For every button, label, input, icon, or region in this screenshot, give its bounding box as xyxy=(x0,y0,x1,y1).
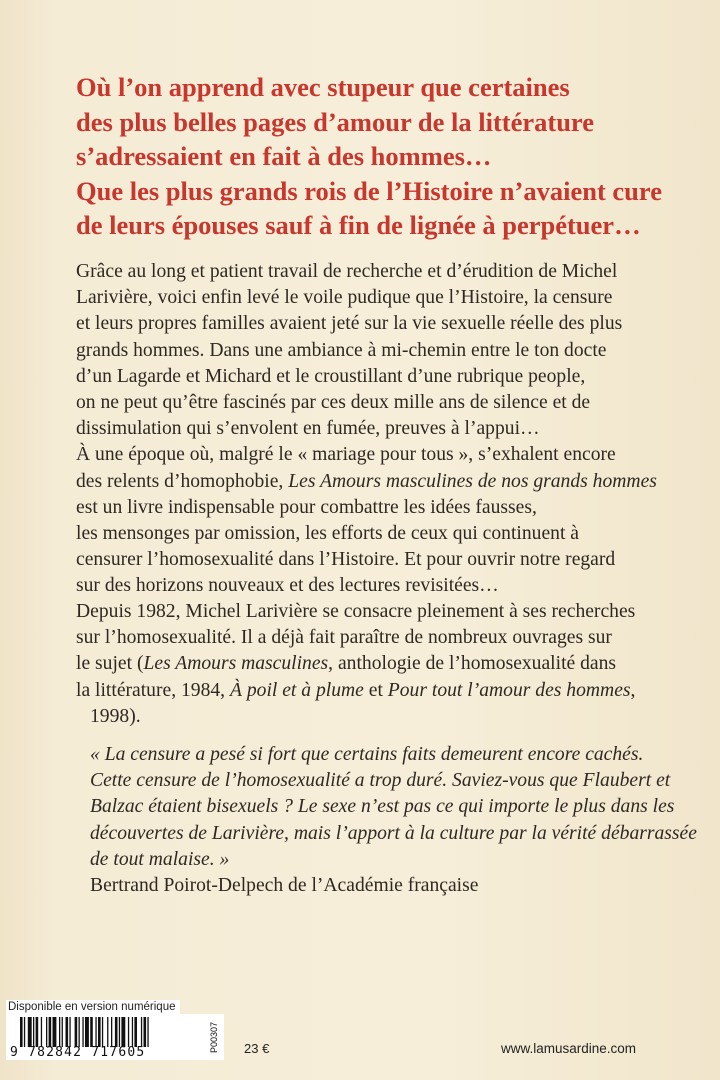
text-line: les mensonges par omission, les efforts de ceux qui continuent à xyxy=(76,523,579,545)
quote-attribution: Bertrand Poirot-Delpech de l’Académie française xyxy=(90,875,479,897)
product-code: P00307 xyxy=(209,1021,219,1053)
barcode-bar xyxy=(119,1017,120,1047)
quote-line xyxy=(76,742,676,768)
description-paragraph xyxy=(76,259,676,600)
quote-text: Cette censure de l’homosexualité a trop duré. Saviez-vous que Flaubert et xyxy=(90,770,671,792)
quote-line xyxy=(76,794,676,820)
headline-line: Où l’on apprend avec stupeur que certaines xyxy=(76,72,570,102)
barcode-bar xyxy=(90,1017,93,1047)
text-line: dissimulation qui s’envolent en fumée, preuves à l’appui… xyxy=(76,418,540,440)
text-span: le sujet ( xyxy=(76,653,144,675)
text-line xyxy=(76,678,676,704)
quote-text: découvertes de Larivière, mais l’apport à la culture par la vérité débarrassée xyxy=(90,822,697,844)
barcode-bar xyxy=(36,1017,39,1047)
text-line: Depuis 1982, Michel Larivière se consacre pleinement à ses recherches xyxy=(76,601,636,622)
barcode-bar xyxy=(62,1017,63,1047)
quote-line xyxy=(76,768,676,794)
barcode-bar xyxy=(66,1017,69,1047)
isbn-number: 9 782842 717605 xyxy=(10,1045,146,1060)
text-line: d’un Lagarde et Michard et le croustillant d’une rubrique people, xyxy=(76,365,586,387)
barcode-bar xyxy=(111,1017,112,1047)
headline-line: s’adressaient en fait à des hommes… xyxy=(76,141,492,171)
barcode-bar xyxy=(115,1017,118,1047)
text-line: grands hommes. Dans une ambiance à mi-chemin entre le ton docte xyxy=(76,339,607,361)
barcode-bar xyxy=(141,1017,142,1047)
press-quote xyxy=(76,742,697,899)
text-line: Grâce au long et patient travail de recherche et d’érudition de Michel xyxy=(76,261,618,282)
barcode-bar xyxy=(107,1017,108,1047)
quote-text: « La censure a pesé si fort que certains faits demeurent encore cachés. xyxy=(90,744,644,765)
barcode-bar xyxy=(28,1017,32,1047)
quote-line xyxy=(76,847,676,873)
barcode-bar xyxy=(82,1017,83,1047)
barcode-bar xyxy=(121,1017,125,1047)
headline-blurb xyxy=(76,70,696,243)
text-line xyxy=(76,469,676,495)
text-line: on ne peut qu’être fascinés par ces deux mille ans de silence et de xyxy=(76,392,591,414)
barcode-bar xyxy=(144,1017,147,1047)
barcode-bars xyxy=(20,1017,210,1047)
barcode-bar xyxy=(134,1017,137,1047)
barcode-bar xyxy=(95,1017,96,1047)
text-span: la littérature, 1984, xyxy=(76,679,230,701)
text-span: des relents d’homophobie, xyxy=(76,470,289,492)
barcode-bar xyxy=(147,1017,148,1047)
isbn-barcode xyxy=(6,1014,224,1060)
text-line xyxy=(76,651,676,677)
barcode-bar xyxy=(41,1017,42,1047)
price-label: 23 € xyxy=(244,1041,270,1056)
barcode-bar xyxy=(132,1017,133,1047)
text-span: , anthologie de l’homosexualité dans xyxy=(328,653,617,675)
text-line: est un livre indispensable pour combattre les idées fausses, xyxy=(76,496,537,518)
barcode-bar xyxy=(69,1017,70,1047)
book-title: À poil et à plume xyxy=(229,679,364,701)
text-line: sur l’homosexualité. Il a déjà fait paraître de nombreux ouvrages sur xyxy=(76,627,612,649)
barcode-bar xyxy=(85,1017,89,1047)
quote-text: Balzac étaient bisexuels ? Le sexe n’est pas ce qui importe le plus dans les xyxy=(90,796,675,818)
barcode-bar xyxy=(20,1017,23,1047)
digital-availability-label: Disponible en version numérique xyxy=(6,1000,180,1014)
author-bio xyxy=(76,599,676,730)
barcode-bar xyxy=(79,1017,80,1047)
barcode-bar xyxy=(128,1017,129,1047)
barcode-bar xyxy=(59,1017,60,1047)
text-span: et xyxy=(363,679,388,701)
book-title: Les Amours masculines xyxy=(143,653,329,675)
book-title: Les Amours masculines de nos grands hommes xyxy=(288,470,657,492)
book-title: Pour tout l’amour des hommes xyxy=(387,679,631,701)
headline-line: Que les plus grands rois de l’Histoire n’avaient cure xyxy=(76,175,662,206)
publisher-website: www.lamusardine.com xyxy=(500,1041,636,1056)
barcode-bar xyxy=(33,1017,34,1047)
barcode-bar xyxy=(46,1017,47,1047)
text-line: 1998). xyxy=(90,705,141,727)
headline-line: de leurs épouses sauf à fin de lignée à perpétuer… xyxy=(76,210,641,240)
text-line: Larivière, voici enfin levé le voile pudique que l’Histoire, la censure xyxy=(76,287,613,309)
barcode-bar xyxy=(102,1017,103,1047)
headline-line: des plus belles pages d’amour de la littérature xyxy=(76,106,594,137)
text-line: À une époque où, malgré le « mariage pour tous », s’exhalent encore xyxy=(76,444,616,466)
barcode-bar xyxy=(75,1017,78,1047)
barcode-bar xyxy=(53,1017,57,1047)
text-line: censurer l’homosexualité dans l’Histoire. Et pour ouvrir notre regard xyxy=(76,549,616,571)
text-span: , xyxy=(630,679,636,701)
barcode-bar xyxy=(98,1017,101,1047)
quote-text: de tout malaise. » xyxy=(90,848,230,870)
text-line: et leurs propres familles avaient jeté sur la vie sexuelle réelle des plus xyxy=(76,313,623,335)
barcode-bar xyxy=(49,1017,52,1047)
text-line: sur des horizons nouveaux et des lectures revisitées… xyxy=(76,575,499,597)
quote-line xyxy=(76,821,697,847)
barcode-bar xyxy=(24,1017,25,1047)
